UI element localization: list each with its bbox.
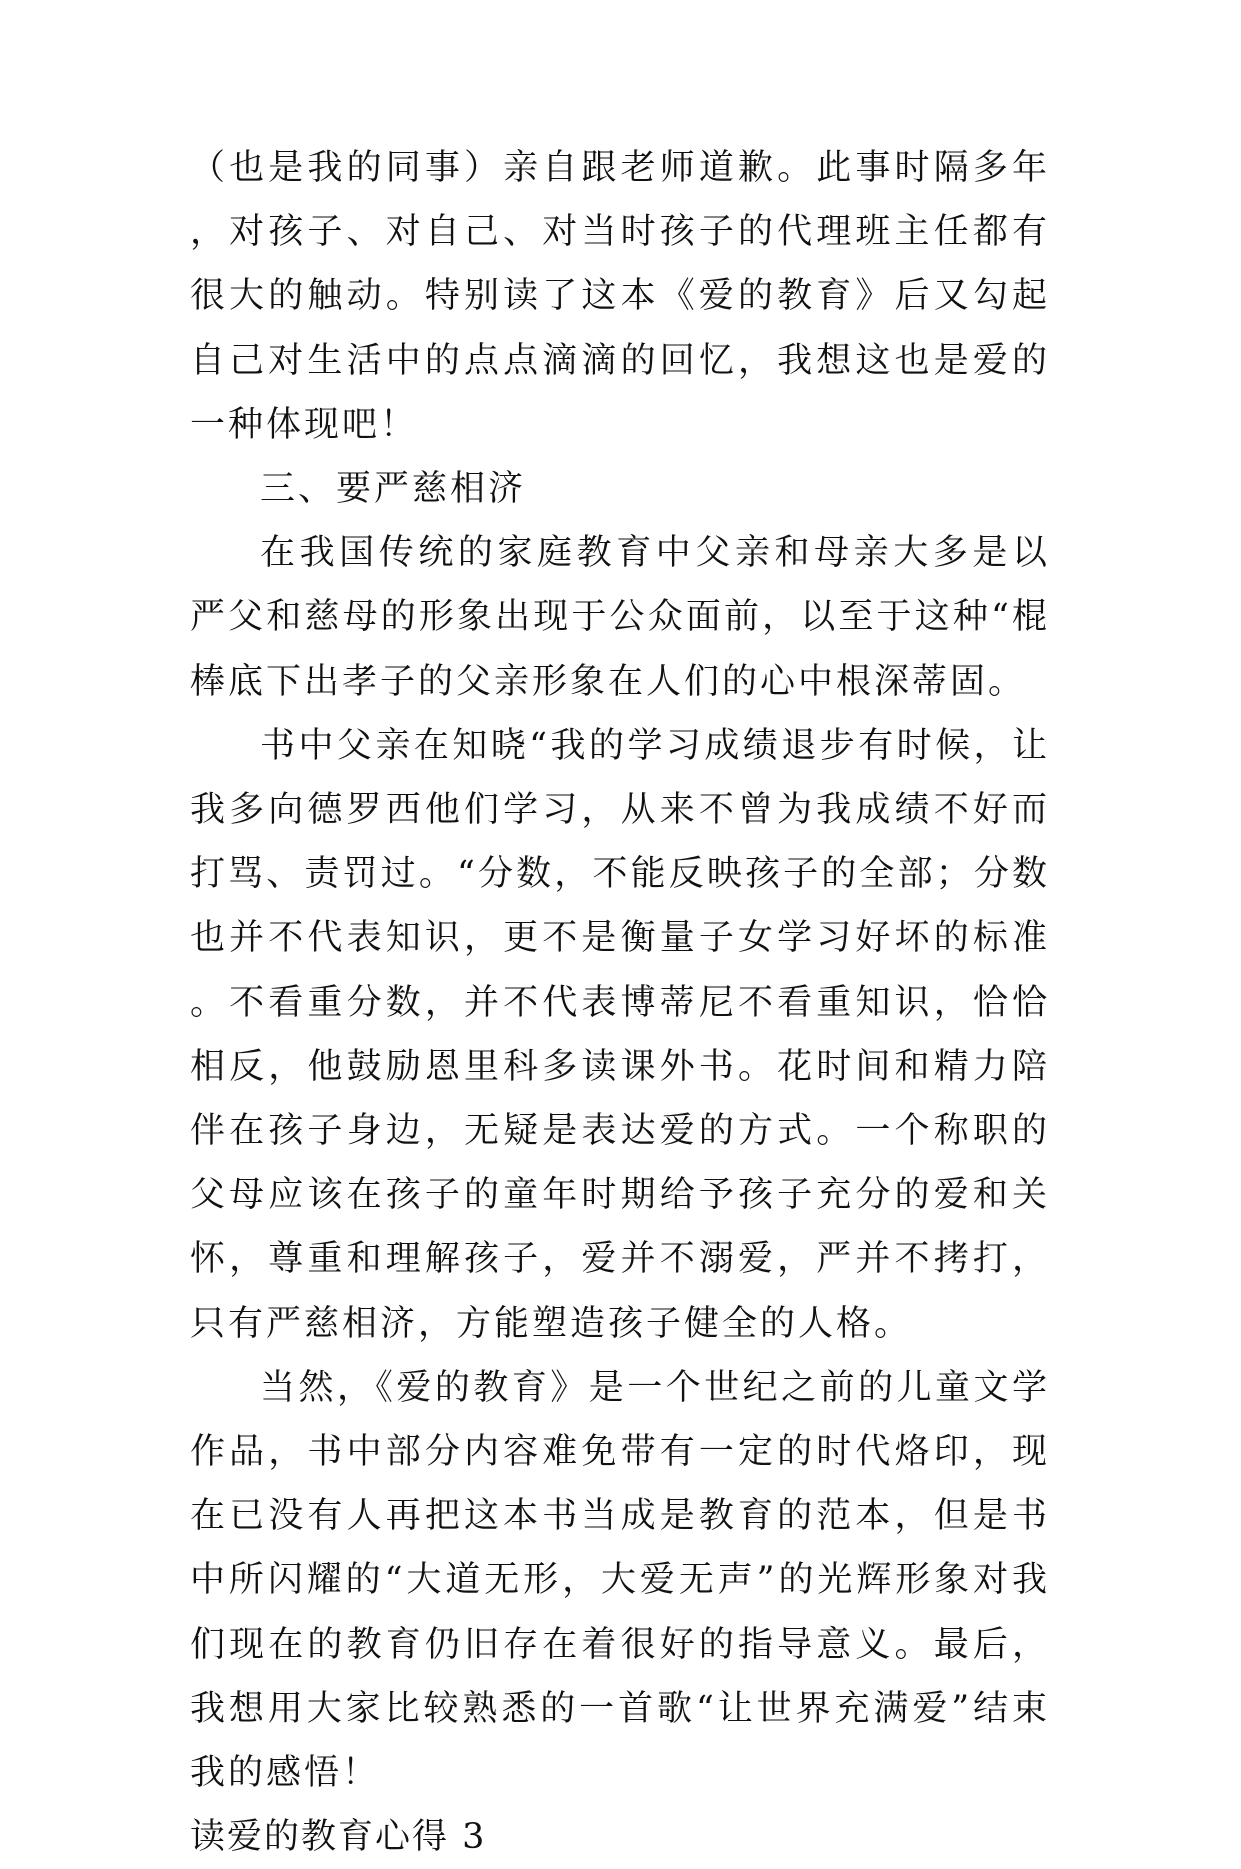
paragraph-traditional-family-education: 在我国传统的家庭教育中父亲和母亲大多是以严父和慈母的形象出现于公众面前，以至于这种“棍棒底下出孝子的父亲形象在人们的心中根深蒂固。 [190, 533, 1050, 702]
document-page [190, 136, 1050, 1869]
section-heading-strict-and-kind: 三、要严慈相济 [260, 469, 527, 510]
paragraph-conclusion: 当然，《爱的教育》是一个世纪之前的儿童文学作品，书中部分内容难免带有一定的时代烙印，现在已没有人再把这本书当成是教育的范本，但是书中所闪耀的“大道无形，大爱无声”的光辉形象对我们现在的教育仍旧存在着很好的指导意义。最后，我想用大家比较熟悉的一首歌“让世界充满爱”结束我的感悟！ [190, 1367, 1050, 1794]
paragraph-father-in-book: 书中父亲在知晓“我的学习成绩退步有时候，让我多向德罗西他们学习，从来不曾为我成绩不好而打骂、责罚过。“分数，不能反映孩子的全部；分数也并不代表知识，更不是衡量子女学习好坏的标准。不看重分数，并不代表博蒂尼不看重知识，恰恰相反，他鼓励恩里科多读课外书。花时间和精力陪伴在孩子身边，无疑是表达爱的方式。一个称职的父母应该在孩子的童年时期给予孩子充分的爱和关怀，尊重和理解孩子，爱并不溺爱，严并不拷打，只有严慈相济，方能塑造孩子健全的人格。 [190, 725, 1050, 1344]
paragraph-apology: （也是我的同事）亲自跟老师道歉。此事时隔多年，对孩子、对自己、对当时孩子的代理班主任都有很大的触动。特别读了这本《爱的教育》后又勾起自己对生活中的点点滴滴的回忆，我想这也是爱的一种体现吧！ [190, 148, 1050, 445]
next-article-title: 读爱的教育心得 3 [190, 1817, 487, 1858]
